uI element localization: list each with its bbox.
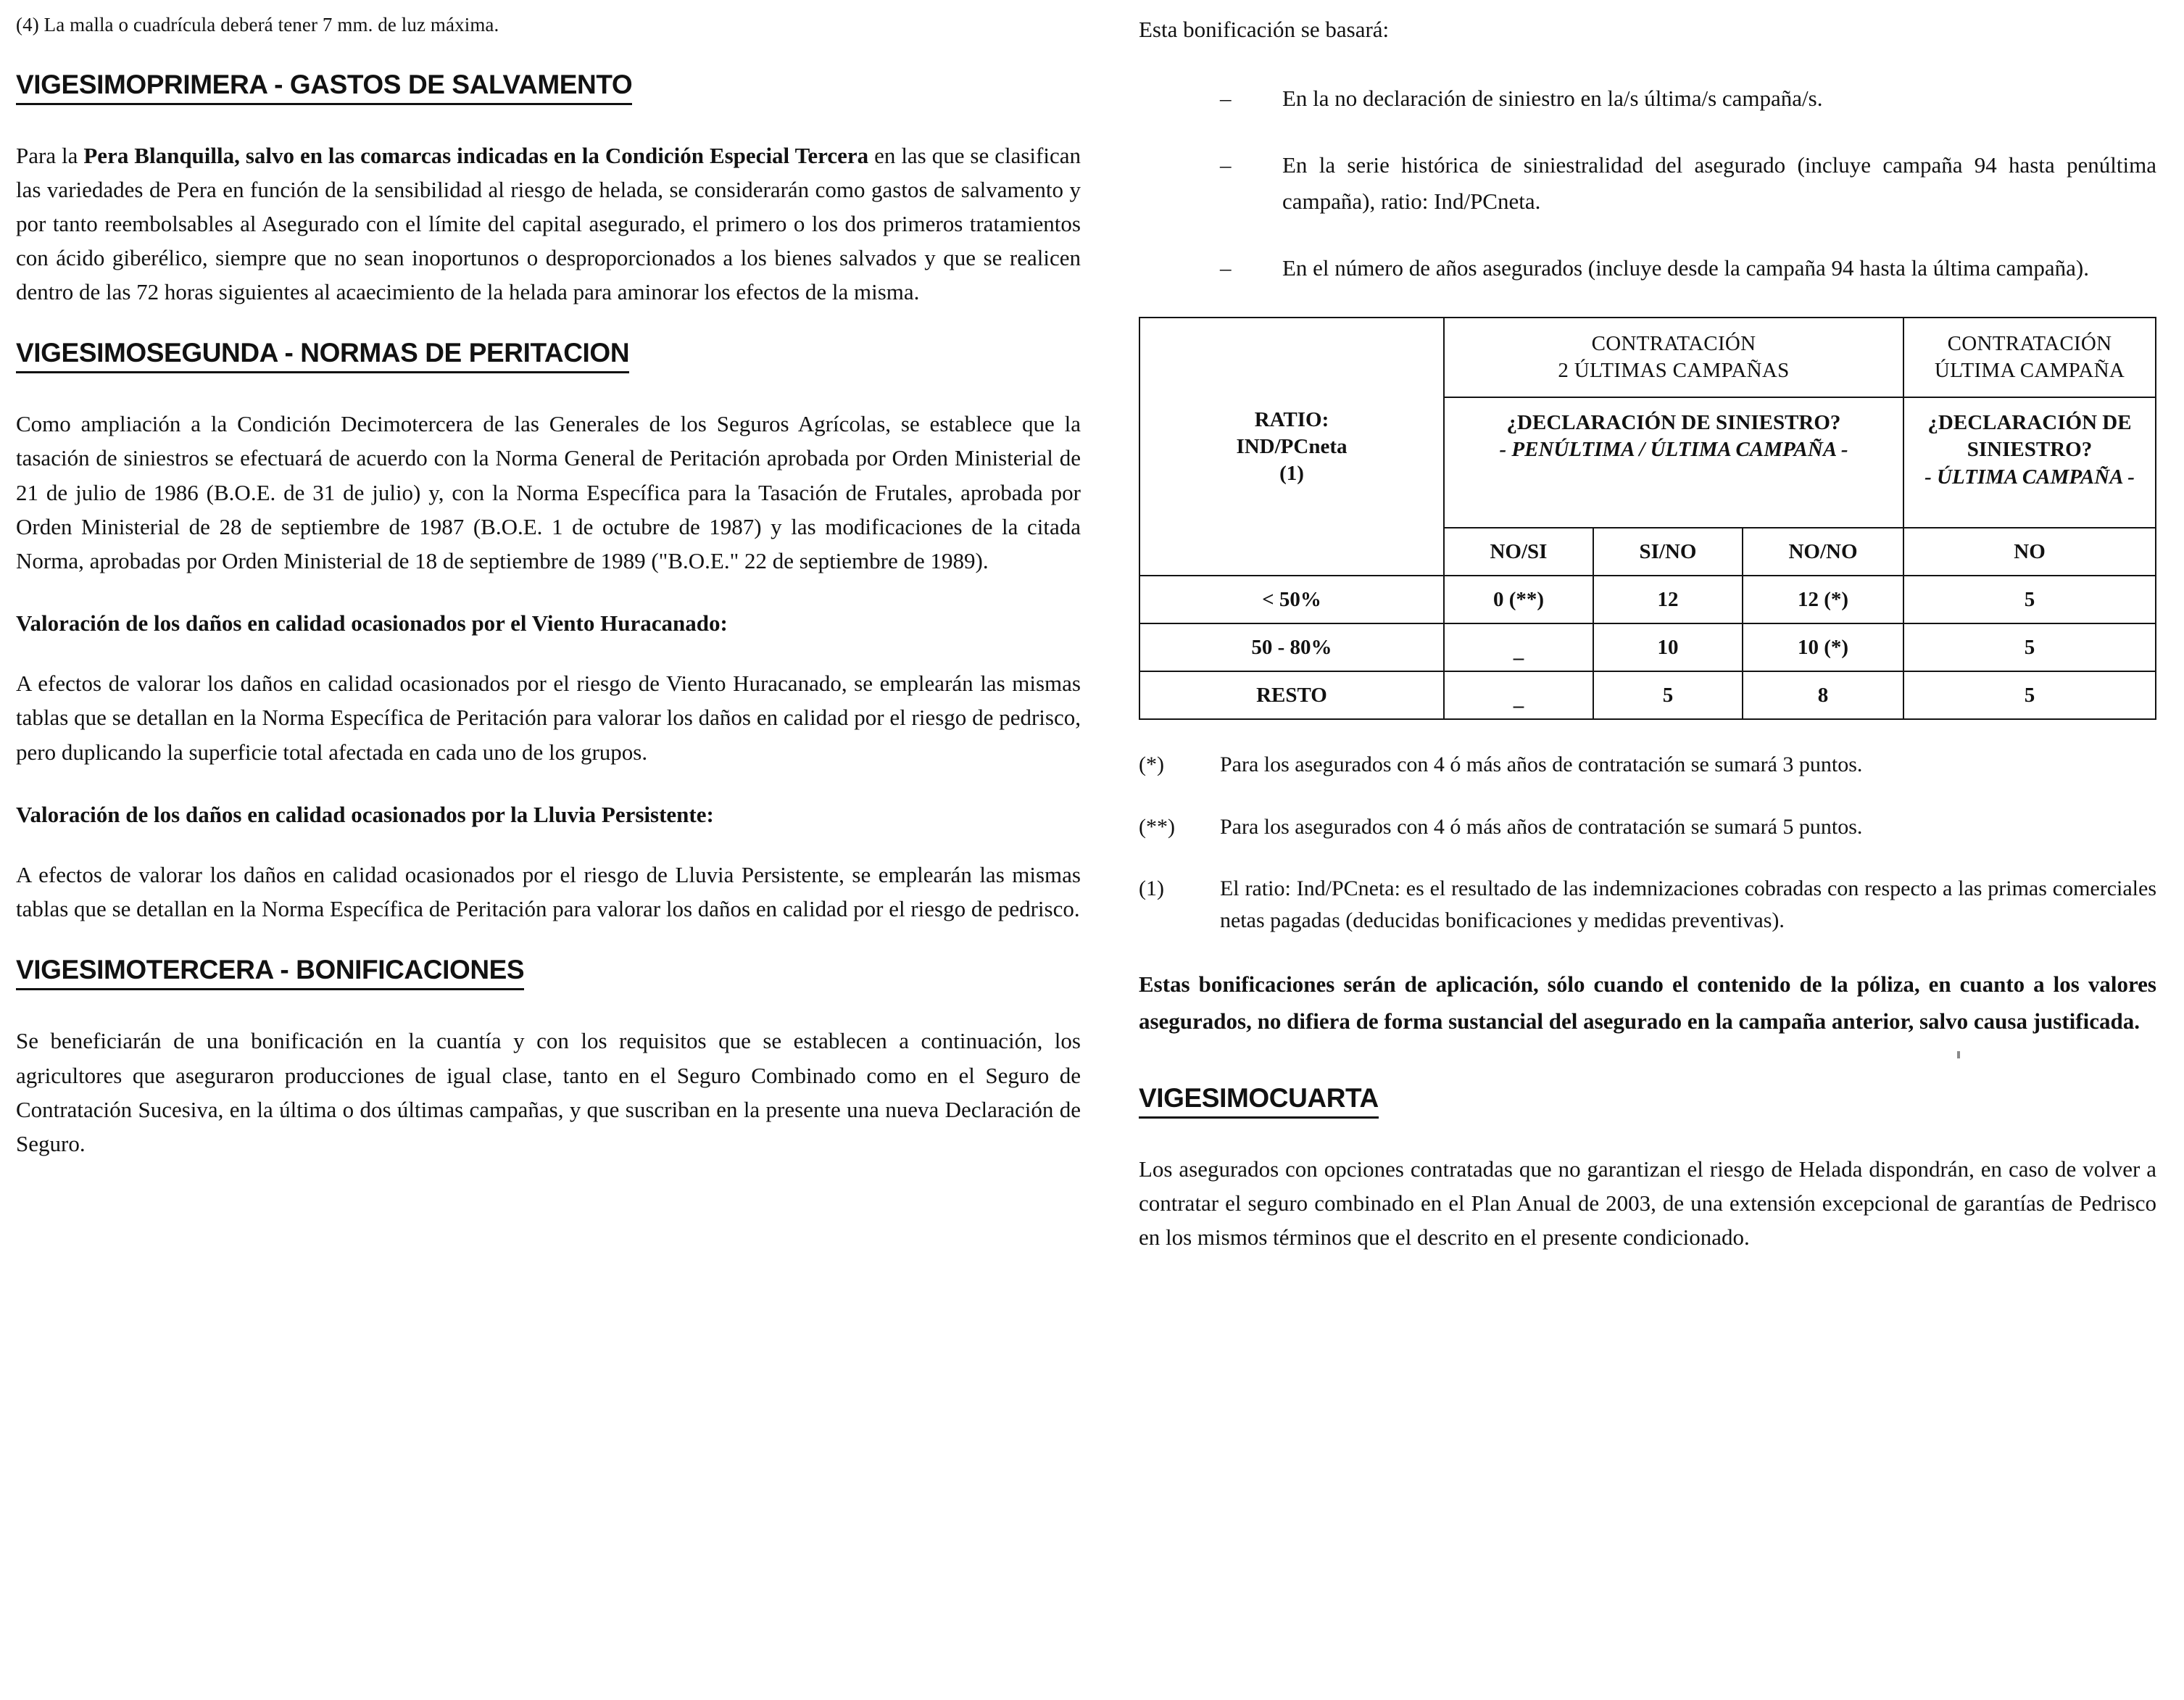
subheader-line-3: - ÚLTIMA CAMPAÑA - bbox=[1925, 465, 2135, 489]
table-cell-ratio-label bbox=[1139, 318, 1444, 576]
table-cell-value: 5 bbox=[1903, 671, 2156, 719]
right-column bbox=[1139, 13, 2156, 1700]
table-subheader-declaracion-ultima bbox=[1903, 397, 2156, 528]
dash-bullet-icon: – bbox=[1219, 85, 1232, 111]
subheader-line-2: - PENÚLTIMA / ÚLTIMA CAMPAÑA - bbox=[1499, 438, 1848, 462]
list-item bbox=[1220, 147, 2156, 220]
group-header-line-2: 2 ÚLTIMAS CAMPAÑAS bbox=[1558, 359, 1790, 383]
footnote-malla: (4) La malla o cuadrícula deberá tener 7 mm. de luz máxima. bbox=[16, 14, 499, 36]
subheader-line-2: SINIESTRO? bbox=[1967, 438, 2093, 462]
list-item bbox=[1220, 250, 2156, 286]
footnote-text: Para los asegurados con 4 ó más años de contratación se sumará 5 puntos. bbox=[1219, 814, 1863, 839]
paragraph-viento-huracanado: A efectos de valorar los daños en calidad ocasionados por el riesgo de Viento Huracanado, se emplearán las mismas tablas que se detallan en la Norma Específica de Peritación para valorar los daños en calidad por el riesgo de pedrisco, pero duplicando la superficie total afectada en cada uno de los grupos. bbox=[16, 671, 1081, 765]
table-cell-value: 12 (*) bbox=[1743, 576, 1903, 623]
bonificacion-ratio-table bbox=[1139, 317, 2156, 720]
table-cell-value bbox=[1444, 671, 1593, 719]
table-cell-value: 12 bbox=[1593, 576, 1743, 623]
list-item-text: En el número de años asegurados (incluye desde la campaña 94 hasta la última campaña). bbox=[1282, 255, 2089, 281]
subheader-line-1: ¿DECLARACIÓN DE SINIESTRO? bbox=[1506, 411, 1841, 435]
footnote-marker: (**) bbox=[1138, 814, 1175, 839]
table-header-contratacion-ultima bbox=[1903, 318, 2156, 397]
table-cell-value: 5 bbox=[1903, 576, 2156, 623]
ratio-label-line-3: (1) bbox=[1279, 461, 1304, 485]
heading-wrap-22 bbox=[16, 338, 1081, 402]
heading-wrap-24 bbox=[1139, 1083, 2156, 1148]
table-column-header-no-no: NO/NO bbox=[1743, 528, 1903, 576]
subheading-lluvia-persistente: Valoración de los daños en calidad ocasionados por la Lluvia Persistente: bbox=[16, 801, 714, 827]
paragraph-bonificaciones: Se beneficiarán de una bonificación en la cuantía y con los requisitos que se establecen a continuación, los agricultores que aseguraron producciones de igual clase, tanto en el Seguro Combinado como en el Seguro de Contratación Sucesiva, en la última o dos últimas campañas, y que suscriban en la presente una nueva Declaración de Seguro. bbox=[16, 1028, 1081, 1156]
footnote-one bbox=[1139, 873, 2156, 936]
scan-speck bbox=[1957, 1051, 1960, 1058]
dash-bullet-icon: – bbox=[1219, 152, 1232, 178]
footnote-marker: (1) bbox=[1138, 876, 1164, 901]
section-heading-vigesimoprimera: VIGESIMOPRIMERA - GASTOS DE SALVAMENTO bbox=[16, 70, 632, 105]
table-column-header-no: NO bbox=[1903, 528, 2156, 576]
empty-dash-mark: – bbox=[1513, 645, 1524, 669]
list-item bbox=[1220, 80, 2156, 117]
group-header-line-1: CONTRATACIÓN bbox=[1947, 332, 2112, 356]
table-row-group-header bbox=[1139, 318, 2156, 397]
ratio-label-line-1: RATIO: bbox=[1254, 407, 1329, 431]
table-cell-value bbox=[1444, 623, 1593, 671]
emphasis-pera-blanquilla: Pera Blanquilla, salvo en las comarcas indicadas en la Condición Especial Tercera bbox=[83, 142, 869, 168]
footnote-asterisk bbox=[1139, 749, 2156, 781]
paragraph-vigesimocuarta: Los asegurados con opciones contratadas que no garantizan el riesgo de Helada dispondrán, en caso de volver a contratar el seguro combinado en el Plan Anual de 2003, de una extensión excepcional de garantías de Pedrisco en los mismos términos que el descrito en el presente condicionado. bbox=[1138, 1156, 2156, 1251]
paragraph-aplicacion-bonificaciones: Estas bonificaciones serán de aplicación, sólo cuando el contenido de la póliza, en cuanto a los valores asegurados, no difiera de forma sustancial del asegurado en la campaña anterior, salvo causa justificada. bbox=[1138, 971, 2156, 1034]
section-heading-vigesimosegunda: VIGESIMOSEGUNDA - NORMAS DE PERITACION bbox=[16, 338, 629, 373]
table-cell-value: 8 bbox=[1743, 671, 1903, 719]
left-column bbox=[16, 13, 1091, 1700]
table-cell-value: 5 bbox=[1903, 623, 2156, 671]
table-column-header-no-si: NO/SI bbox=[1444, 528, 1593, 576]
table-cell-value: 0 (**) bbox=[1444, 576, 1593, 623]
intro-bonificacion: Esta bonificación se basará: bbox=[1138, 17, 1390, 42]
footnote-text: El ratio: Ind/PCneta: es el resultado de las indemnizaciones cobradas con respecto a las primas comerciales netas pagadas (deducidas bonificaciones y medidas preventivas). bbox=[1219, 876, 2156, 932]
section-heading-vigesimotercera: VIGESIMOTERCERA - BONIFICACIONES bbox=[16, 955, 524, 990]
paragraph-lluvia-persistente: A efectos de valorar los daños en calidad ocasionados por el riesgo de Lluvia Persistente, se emplearán las mismas tablas que se detallan en la Norma Específica de Peritación para valorar los daños en calidad por el riesgo de pedrisco. bbox=[16, 862, 1081, 922]
list-item-text: En la no declaración de siniestro en la/s última/s campaña/s. bbox=[1282, 85, 1823, 111]
footnote-marker: (*) bbox=[1138, 752, 1164, 777]
heading-wrap-21 bbox=[16, 70, 1081, 134]
footnote-text: Para los asegurados con 4 ó más años de contratación se sumará 3 puntos. bbox=[1219, 752, 1863, 777]
heading-wrap-23 bbox=[16, 955, 1081, 1019]
table-cell-row-label: RESTO bbox=[1139, 671, 1444, 719]
table-row bbox=[1139, 576, 2156, 623]
table-row bbox=[1139, 671, 2156, 719]
paragraph-gastos-de-salvamento: Para la Pera Blanquilla, salvo en las comarcas indicadas en la Condición Especial Tercera en las que se clasifican las variedades de Pera en función de la sensibilidad al riesgo de helada, se considerarán como gastos de salvamento y por tanto reembolsables al Asegurado con el límite del capital asegurado, el primero o los dos primeros tratamientos con ácido giberélico, siempre que no sean inoportunos o desproporcionados a los bienes salvados y que se realicen dentro de las 72 horas siguientes al acaecimiento de la helada para aminorar los efectos de la misma. bbox=[16, 142, 1081, 305]
footnote-double-asterisk bbox=[1139, 811, 2156, 843]
table-cell-value: 10 bbox=[1593, 623, 1743, 671]
paragraph-normas-de-peritacion: Como ampliación a la Condición Decimotercera de las Generales de los Seguros Agrícolas, se establece que la tasación de siniestros se efectuará de acuerdo con la Norma General de Peritación aprobada por Orden Ministerial de 21 de julio de 1986 (B.O.E. de 31 de julio) y, con la Norma Específica para la Tasación de Frutales, aprobada por Orden Ministerial de 28 de septiembre de 1987 (B.O.E. 1 de octubre de 1987) y las modificaciones de la citada Norma, aprobadas por Orden Ministerial de 18 de septiembre de 1989 ("B.O.E." 22 de septiembre de 1989). bbox=[16, 411, 1081, 573]
dash-bullet-icon: – bbox=[1219, 255, 1232, 281]
group-header-line-2: ÚLTIMA CAMPAÑA bbox=[1934, 359, 2125, 383]
subheader-line-1: ¿DECLARACIÓN DE bbox=[1927, 411, 2132, 435]
table-column-header-si-no: SI/NO bbox=[1593, 528, 1743, 576]
table-subheader-declaracion-2-ultimas bbox=[1444, 397, 1903, 528]
section-heading-vigesimocuarta: VIGESIMOCUARTA bbox=[1139, 1083, 1379, 1119]
table-cell-row-label: 50 - 80% bbox=[1139, 623, 1444, 671]
table-row bbox=[1139, 623, 2156, 671]
bonificacion-criteria-list bbox=[1139, 80, 2156, 287]
table-cell-value: 5 bbox=[1593, 671, 1743, 719]
ratio-label-line-2: IND/PCneta bbox=[1236, 434, 1348, 458]
group-header-line-1: CONTRATACIÓN bbox=[1591, 332, 1756, 356]
table-cell-value: 10 (*) bbox=[1743, 623, 1903, 671]
table-header-contratacion-2-ultimas bbox=[1444, 318, 1903, 397]
list-item-text: En la serie histórica de siniestralidad del asegurado (incluye campaña 94 hasta penúltima campaña), ratio: Ind/PCneta. bbox=[1282, 152, 2156, 214]
empty-dash-mark: – bbox=[1513, 693, 1524, 717]
subheading-viento-huracanado: Valoración de los daños en calidad ocasionados por el Viento Huracanado: bbox=[16, 610, 728, 636]
table-cell-row-label: < 50% bbox=[1139, 576, 1444, 623]
